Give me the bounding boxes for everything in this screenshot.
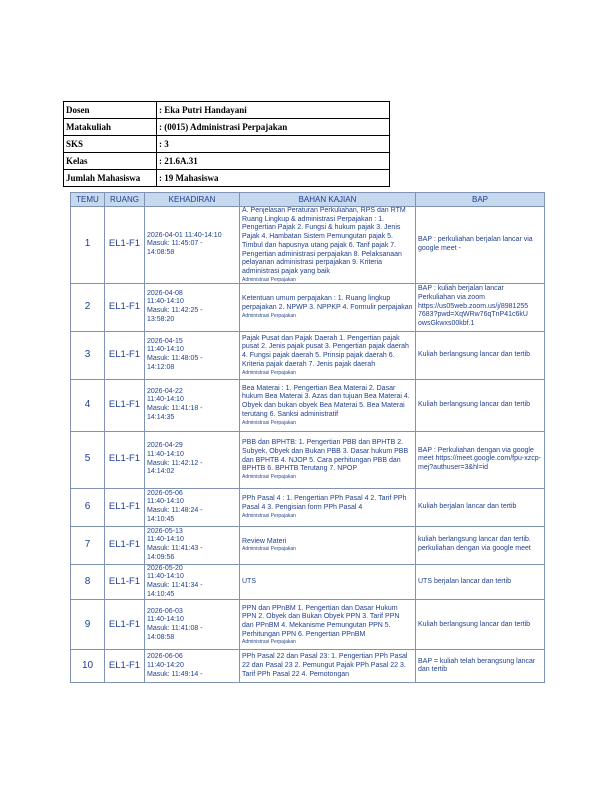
topic-text: Bea Materai : 1. Pengertian Bea Materai 2. Dasar hukum Bea Materai 3. Azas dan tujuan Bea Materai 4. Obyek dan bukan obyek Bea Materai 5. Bea Materai terutang 6. Sanksi administratif (242, 384, 410, 418)
topic-cell (240, 600, 416, 650)
table-row (71, 650, 545, 683)
info-label: Dosen (64, 102, 157, 119)
meeting-number: 10 (71, 650, 105, 683)
attendance-line: 2026-06-03 (147, 607, 183, 615)
attendance-line: Masuk: 11:41:34 - (147, 582, 203, 590)
attendance-line: 14:08:58 (147, 249, 175, 257)
topic-text: PPN dan PPnBM 1. Pengertian dan Dasar Hukum PPN 2. Obyek dan Bukan Obyek PPN 3. Tarif PPN dan PPnBM 4. Mekanisme Pemungutan PPN 5. Perhitungan PPN 6. Pengertian PPnBM (242, 604, 400, 638)
course-tag: Administrasi Perpajakan (242, 312, 296, 319)
attendance-line: 11:40-14:10 (147, 498, 184, 506)
topic-text: Review Materi (242, 537, 287, 545)
attendance-cell (145, 379, 240, 431)
info-value: : Eka Putri Handayani (157, 102, 390, 119)
attendance-cell (145, 331, 240, 379)
info-value: : 3 (157, 136, 390, 153)
attendance-line: 14:12:08 (147, 363, 175, 371)
table-row (71, 564, 545, 600)
topic-cell (240, 283, 416, 331)
header-row (71, 193, 545, 207)
meeting-number: 8 (71, 564, 105, 600)
topic-text: PPh Pasal 22 dan Pasal 23: 1. Pengertian PPh Pasal 22 dan Pasal 23 2. Pemungut Pajak PPh Pasal 22 3. Tarif PPh Pasal 22 4. Pemotongan (242, 653, 408, 678)
attendance-line: Masuk: 11:41:08 - (147, 624, 203, 632)
topic-cell (240, 488, 416, 526)
attendance-line: 2026-05-06 (147, 489, 183, 497)
topic-cell (240, 650, 416, 683)
attendance-line: 13:58:20 (147, 315, 175, 323)
topic-text: A. Penjelasan Peraturan Perkuliahan, RPS dan RTM Ruang Lingkup & administrasi Perpajakan : 1. Pengertian Pajak 2. Fungsi & hukum pajak 3. Jenis Pajak 4. Hambatan Sistem Pemungutan pajak 5. Timbul dan hapusnya utang pajak 6. Tarif pajak 7. Pengertian administrasi perpajakan 8. Pelaksanaan pelayanan administrasi perpajakan 9. Kriteria administrasi pajak yang baik (242, 207, 406, 275)
info-value: : 21.6A.31 (157, 153, 390, 170)
course-tag: Administrasi Perpajakan (242, 546, 296, 553)
info-row (64, 136, 390, 153)
header-ruang: RUANG (105, 193, 145, 207)
room-cell: EL1-F1 (105, 431, 145, 488)
attendance-cell (145, 431, 240, 488)
attendance-line: 2026-04-01 11:40-14:10 (147, 231, 222, 239)
info-label: Matakuliah (64, 119, 157, 136)
attendance-line: 11:40-14:10 (147, 573, 184, 581)
meeting-number: 6 (71, 488, 105, 526)
attendance-line: Masuk: 11:48:05 - (147, 355, 203, 363)
attendance-line: Masuk: 11:42:25 - (147, 307, 203, 315)
bap-cell: BAP = kuliah telah berangsung lancar dan tertib (416, 650, 545, 683)
topic-cell (240, 431, 416, 488)
attendance-line: Masuk: 11:48:24 - (147, 507, 203, 515)
attendance-cell (145, 488, 240, 526)
course-info-table (63, 101, 390, 187)
header-bahan-kajian: BAHAN KAJIAN (240, 193, 416, 207)
room-cell: EL1-F1 (105, 207, 145, 284)
attendance-line: 11:40-14:10 (147, 298, 184, 306)
course-tag: Administrasi Perpajakan (242, 512, 296, 519)
attendance-line: 2026-05-13 (147, 527, 183, 535)
info-row (64, 119, 390, 136)
topic-text: PPh Pasal 4 : 1. Pengertian PPh Pasal 4 2. Tarif PPh Pasal 4 3. Pengisian form PPh Pasal 4 (242, 495, 407, 512)
attendance-line: 11:40-14:10 (147, 346, 184, 354)
attendance-line: 2026-04-15 (147, 337, 183, 345)
table-row (71, 379, 545, 431)
topic-cell (240, 379, 416, 431)
meeting-number: 9 (71, 600, 105, 650)
table-row (71, 488, 545, 526)
attendance-cell (145, 283, 240, 331)
topic-text: PBB dan BPHTB: 1. Pengertian PBB dan BPHTB 2. Subyek, Obyek dan Bukan PBB 3. Dasar hukum PBB dan BPHTB 4. NJOP 5. Cara perhitungan PBB dan BPHTB 6. BPHTB Terutang 7. NPOP (242, 439, 409, 473)
attendance-line: Masuk: 11:41:43 - (147, 545, 203, 553)
attendance-line: 11:40-14:10 (147, 536, 184, 544)
info-row (64, 170, 390, 187)
course-tag: Administrasi Perpajakan (242, 276, 296, 283)
header-kehadiran: KEHADIRAN (145, 193, 240, 207)
room-cell: EL1-F1 (105, 650, 145, 683)
info-value: : (0015) Administrasi Perpajakan (157, 119, 390, 136)
attendance-line: 11:40-14:20 (147, 662, 184, 670)
bap-cell: kuliah berlangsung lancar dan tertib. perkuliahan dengan via google meet (416, 526, 545, 564)
attendance-line: 11:40-14:10 (147, 450, 184, 458)
attendance-table (70, 192, 545, 683)
room-cell: EL1-F1 (105, 283, 145, 331)
info-label: Kelas (64, 153, 157, 170)
table-row (71, 600, 545, 650)
attendance-line: 2026-05-20 (147, 564, 183, 572)
bap-cell: Kuliah berlangsung lancar dan tertib (416, 600, 545, 650)
bap-cell: BAP : perkuliahan berjalan lancar via google meet - (416, 207, 545, 284)
room-cell: EL1-F1 (105, 600, 145, 650)
bap-cell: Kuliah berlangsung lancar dan tertib (416, 331, 545, 379)
bap-cell: Kuliah berjalan lancar dan tertib (416, 488, 545, 526)
attendance-cell (145, 564, 240, 600)
attendance-cell (145, 600, 240, 650)
attendance-line: 11:40-14:10 (147, 396, 184, 404)
info-label: SKS (64, 136, 157, 153)
attendance-line: 14:10:45 (147, 590, 175, 598)
attendance-line: Masuk: 11:45:07 - (147, 240, 203, 248)
attendance-line: 2026-04-08 (147, 289, 183, 297)
room-cell: EL1-F1 (105, 526, 145, 564)
attendance-cell (145, 207, 240, 284)
attendance-line: Masuk: 11:42:12 - (147, 459, 203, 467)
topic-cell (240, 207, 416, 284)
room-cell: EL1-F1 (105, 488, 145, 526)
info-row (64, 153, 390, 170)
info-value: : 19 Mahasiswa (157, 170, 390, 187)
info-label: Jumlah Mahasiswa (64, 170, 157, 187)
attendance-line: 14:09:56 (147, 553, 175, 561)
topic-text: UTS (242, 577, 256, 585)
attendance-line: 2026-04-22 (147, 387, 183, 395)
meeting-number: 3 (71, 331, 105, 379)
table-row (71, 207, 545, 284)
topic-cell (240, 564, 416, 600)
attendance-cell (145, 650, 240, 683)
attendance-line: 2026-06-06 (147, 653, 183, 661)
attendance-line: Masuk: 11:41:18 - (147, 405, 203, 413)
meeting-number: 5 (71, 431, 105, 488)
attendance-line: Masuk: 11:49:14 - (147, 670, 203, 678)
topic-cell (240, 331, 416, 379)
table-row (71, 431, 545, 488)
attendance-line: 11:40-14:10 (147, 616, 184, 624)
attendance-cell (145, 526, 240, 564)
table-row (71, 331, 545, 379)
bap-cell: Kuliah berlangsung lancar dan tertib (416, 379, 545, 431)
course-tag: Administrasi Perpajakan (242, 419, 296, 426)
topic-text: Ketentuan umum perpajakan : 1. Ruang lingkup perpajakan 2. NPWP 3. NPPKP 4. Formulir perpajakan (242, 295, 413, 312)
bap-cell: BAP : Perkuliahan dengan via google meet https://meet.google.com/fpu-xzcp-mej?authuser=3&hl=id (416, 431, 545, 488)
meeting-number: 1 (71, 207, 105, 284)
meeting-number: 7 (71, 526, 105, 564)
attendance-line: 14:14:02 (147, 468, 175, 476)
meeting-number: 4 (71, 379, 105, 431)
bap-cell: UTS berjalan lancar dan tertib (416, 564, 545, 600)
topic-cell (240, 526, 416, 564)
meeting-number: 2 (71, 283, 105, 331)
course-tag: Administrasi Perpajakan (242, 639, 296, 646)
topic-text: Pajak Pusat dan Pajak Daerah 1. Pengertian pajak pusat 2. Jenis pajak pusat 3. Pengertian pajak daerah 4. Fungsi pajak daerah 5. Prinsip pajak daerah 6. Kriteria pajak daerah 7. Jenis pajak daerah (242, 334, 409, 368)
bap-cell: BAP : kuliah berjalan lancar Perkuliahan via zoom https://us05web.zoom.us/j/8981255 7683?pwd=XqWRw76qTnP41c6kU owsGkwxs00kbf.1 (416, 283, 545, 331)
room-cell: EL1-F1 (105, 331, 145, 379)
room-cell: EL1-F1 (105, 379, 145, 431)
course-tag: Administrasi Perpajakan (242, 474, 296, 481)
attendance-line: 14:08:58 (147, 633, 175, 641)
header-temu: TEMU (71, 193, 105, 207)
table-row (71, 283, 545, 331)
attendance-line: 14:10:45 (147, 515, 175, 523)
attendance-line: 2026-04-29 (147, 442, 183, 450)
header-bap: BAP (416, 193, 545, 207)
attendance-line: 14:14:35 (147, 413, 175, 421)
course-tag: Administrasi Perpajakan (242, 369, 296, 376)
room-cell: EL1-F1 (105, 564, 145, 600)
table-row (71, 526, 545, 564)
info-row (64, 102, 390, 119)
